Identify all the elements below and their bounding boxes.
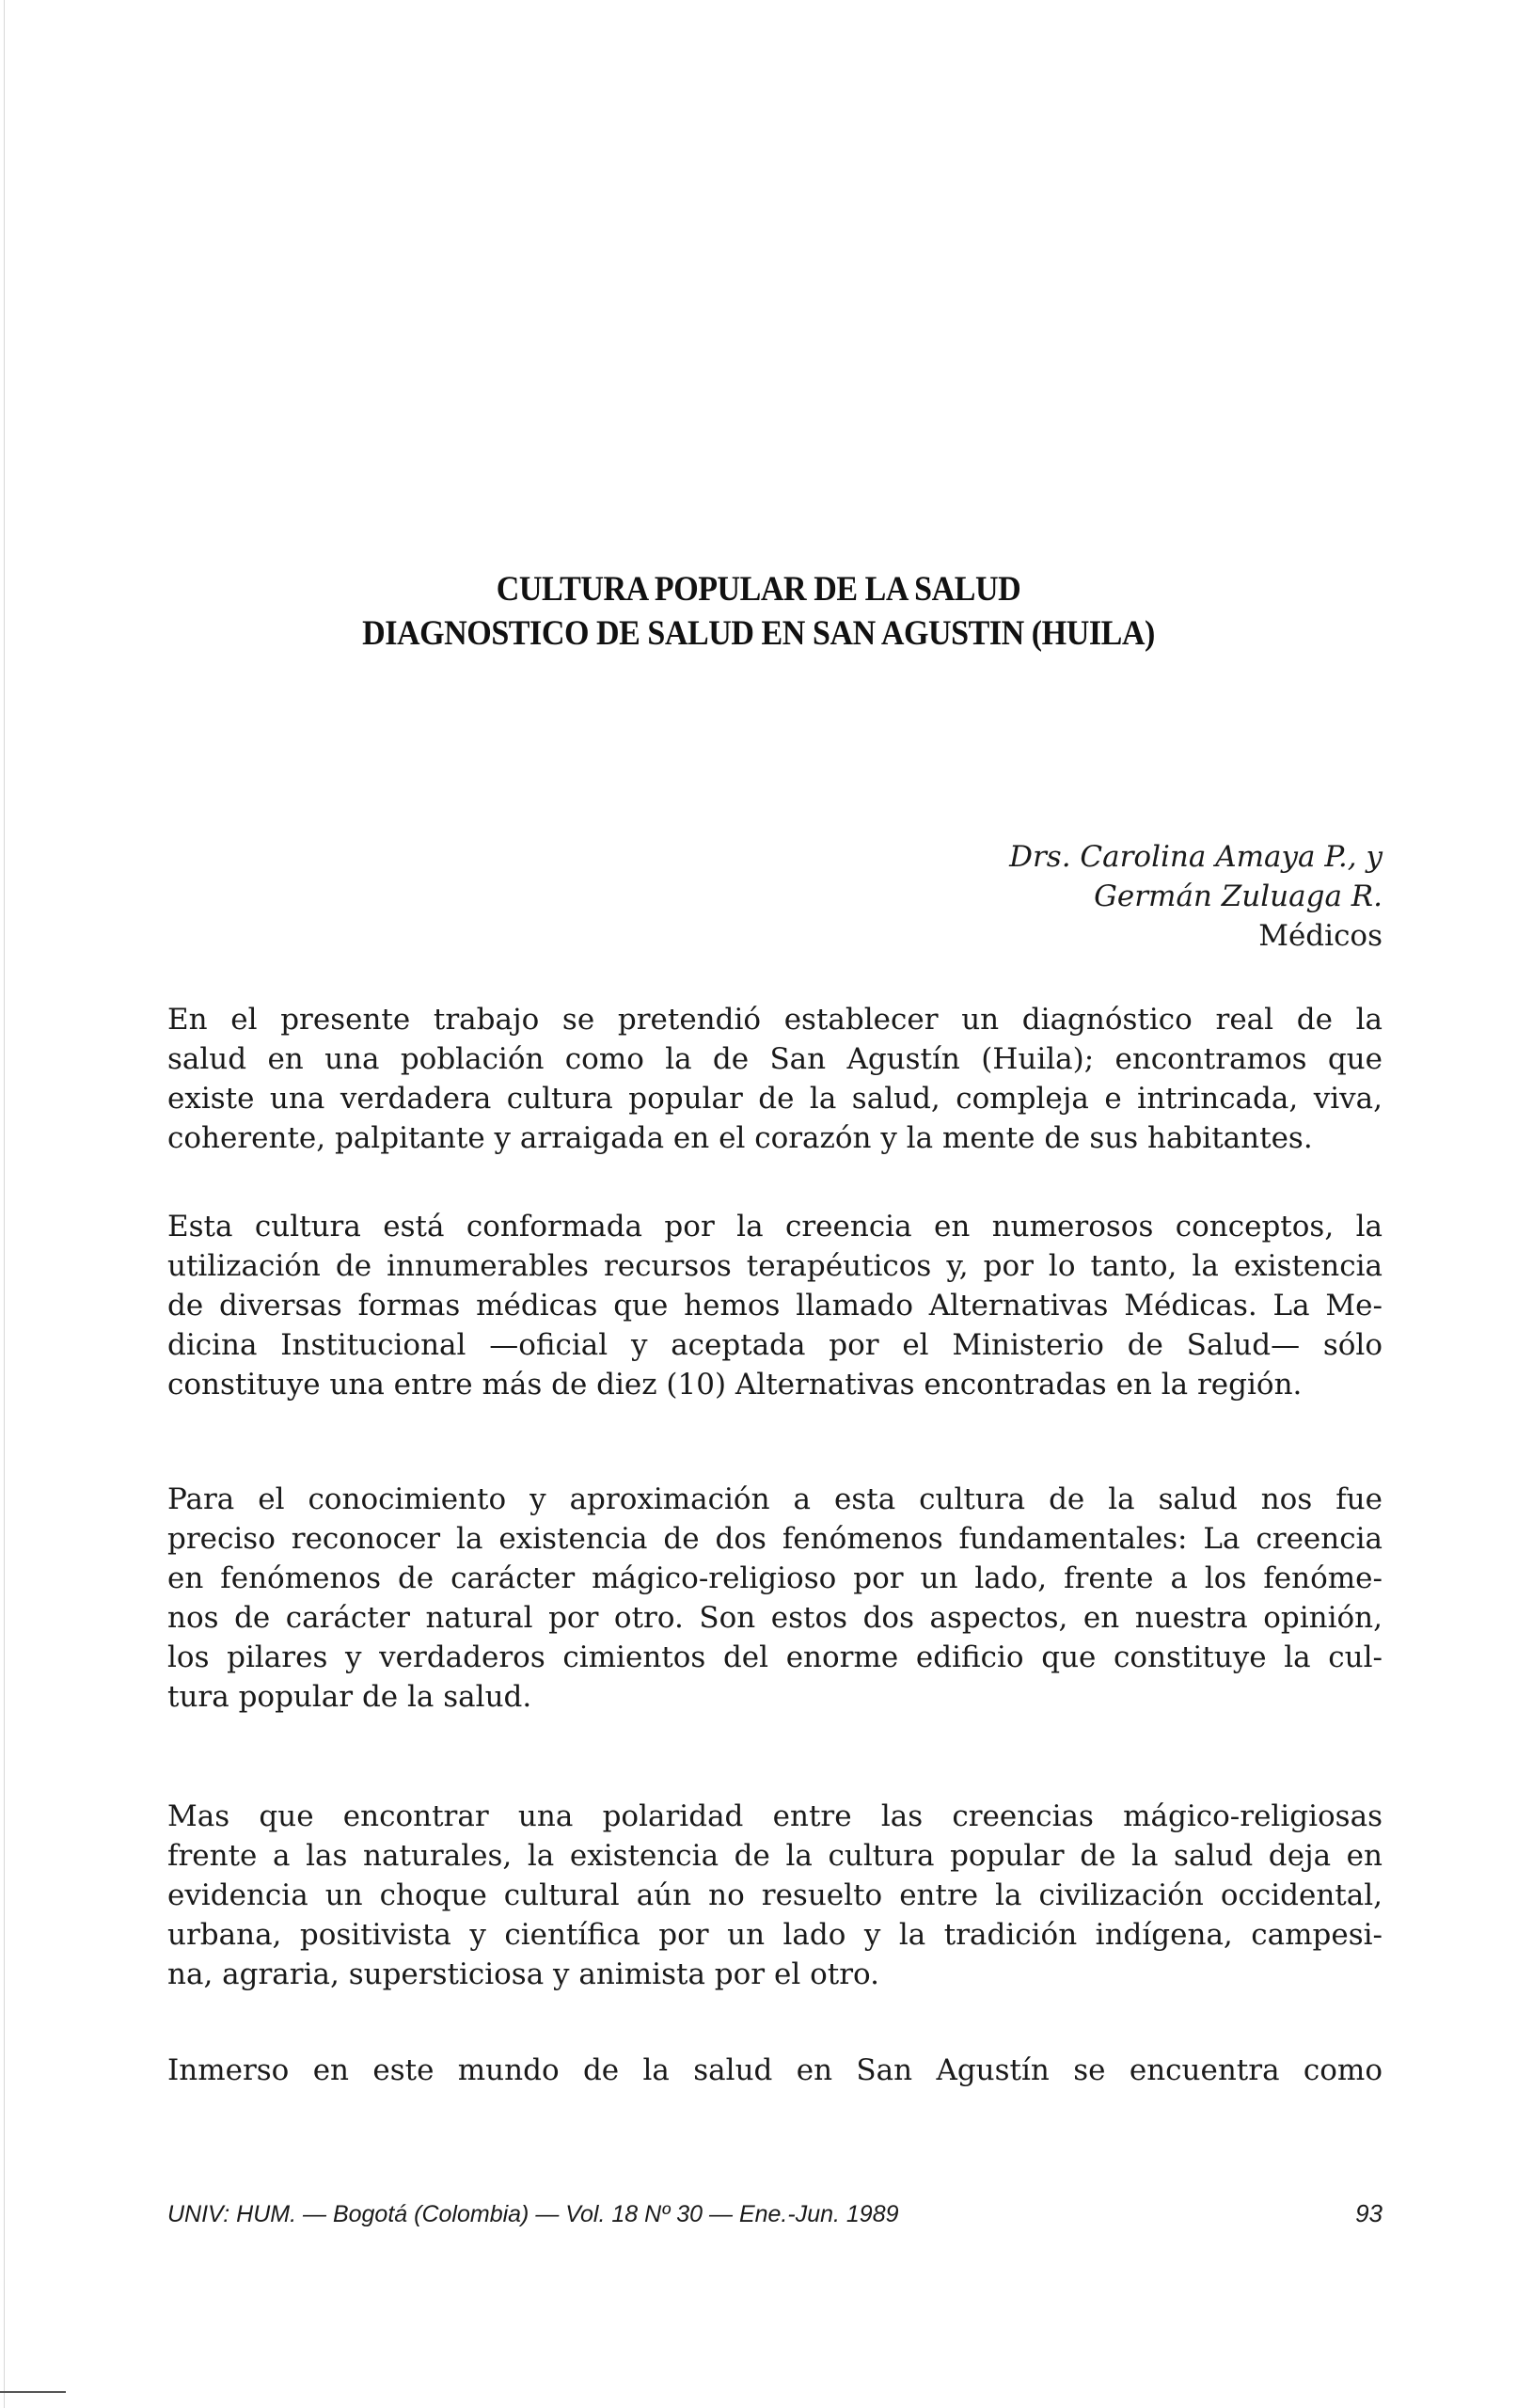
author-line-1: Drs. Carolina Amaya P., y: [1009, 840, 1383, 874]
paragraph-line: de diversas formas médicas que hemos llamado Alternativas Médicas. La Me-: [167, 1289, 1383, 1323]
page-edge-line: [4, 0, 5, 2408]
paragraph-1: [167, 1000, 1383, 1158]
author-block: [1009, 837, 1383, 956]
paragraph-line: na, agraria, supersticiosa y animista por el otro.: [167, 1957, 880, 1991]
scan-edge-mark: [0, 2391, 66, 2393]
paragraph-4: [167, 1797, 1383, 1994]
paragraph-line: dicina Institucional —oficial y aceptada por el Ministerio de Salud— sólo: [167, 1328, 1383, 1362]
paragraph-line: nos de carácter natural por otro. Son estos dos aspectos, en nuestra opinión,: [167, 1601, 1383, 1635]
paragraph-line: constituye una entre más de diez (10) Alternativas encontradas en la región.: [167, 1368, 1303, 1402]
paragraph-line: utilización de innumerables recursos terapéuticos y, por lo tanto, la existencia: [167, 1249, 1383, 1283]
paragraph-line: evidencia un choque cultural aún no resuelto entre la civilización occidental,: [167, 1878, 1383, 1912]
author-line-2: Germán Zuluaga R.: [1094, 879, 1383, 913]
author-role: Médicos: [1258, 919, 1383, 953]
paragraph-line: Inmerso en este mundo de la salud en San Agustín se encuentra como: [167, 2053, 1383, 2087]
paragraph-2: [167, 1207, 1383, 1404]
paragraph-line: los pilares y verdaderos cimientos del enorme edificio que constituye la cul-: [167, 1640, 1383, 1674]
page-number: 93: [1355, 2199, 1383, 2227]
journal-citation: UNIV: HUM. — Bogotá (Colombia) — Vol. 18 Nº 30 — Ene.-Jun. 1989: [167, 2201, 899, 2227]
paragraph-line: Para el conocimiento y aproximación a esta cultura de la salud nos fue: [167, 1482, 1383, 1516]
paragraph-line: en fenómenos de carácter mágico-religioso por un lado, frente a los fenóme-: [167, 1561, 1383, 1595]
paragraph-line: preciso reconocer la existencia de dos fenómenos fundamentales: La creencia: [167, 1522, 1383, 1556]
paragraph-line: tura popular de la salud.: [167, 1680, 532, 1714]
paragraph-line: En el presente trabajo se pretendió establecer un diagnóstico real de la: [167, 1003, 1383, 1037]
paragraph-line: salud en una población como la de San Agustín (Huila); encontramos que: [167, 1042, 1383, 1076]
paragraph-3: [167, 1480, 1383, 1717]
paragraph-line: existe una verdadera cultura popular de la salud, compleja e intrincada, viva,: [167, 1082, 1383, 1116]
article-title-line-2: DIAGNOSTICO DE SALUD EN SAN AGUSTIN (HUILA): [362, 614, 1155, 653]
paragraph-line: coherente, palpitante y arraigada en el corazón y la mente de sus habitantes.: [167, 1121, 1313, 1155]
article-title-line-1: CULTURA POPULAR DE LA SALUD: [496, 570, 1021, 609]
paragraph-line: urbana, positivista y científica por un lado y la tradición indígena, campesi-: [167, 1918, 1383, 1952]
paragraph-5: [167, 2051, 1383, 2090]
paragraph-line: Esta cultura está conformada por la creencia en numerosos conceptos, la: [167, 1210, 1383, 1244]
paragraph-line: frente a las naturales, la existencia de la cultura popular de la salud deja en: [167, 1839, 1383, 1873]
paragraph-line: Mas que encontrar una polaridad entre las creencias mágico-religiosas: [167, 1799, 1383, 1833]
